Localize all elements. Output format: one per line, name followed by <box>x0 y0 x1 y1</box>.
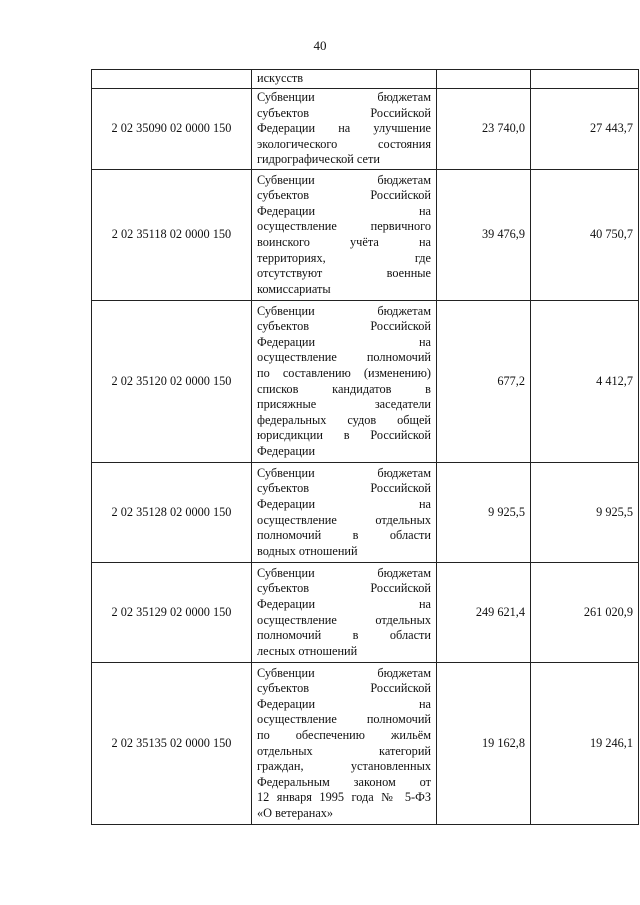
description-cell <box>252 170 437 301</box>
value-1-cell: 249 621,4 <box>437 563 531 663</box>
value-2-cell <box>531 70 639 89</box>
description-cell <box>252 301 437 463</box>
description-line: комиссариаты <box>257 281 331 296</box>
description-line: субъектов Российской <box>257 188 431 203</box>
budget-code-cell: 2 02 35120 02 0000 150 <box>92 301 252 463</box>
value-1-cell <box>437 70 531 89</box>
description-line: по обеспечению жильём <box>257 727 431 742</box>
value-2-cell: 261 020,9 <box>531 563 639 663</box>
value-1-cell: 19 162,8 <box>437 663 531 825</box>
table-row <box>92 463 639 563</box>
value-2-cell: 9 925,5 <box>531 463 639 563</box>
description-cell: искусств <box>252 70 437 89</box>
description-line: Федерации на <box>257 203 431 218</box>
table-body <box>92 89 639 825</box>
description-line: воинского учёта на <box>257 235 431 249</box>
description-line: субъектов Российской <box>257 105 431 120</box>
description-line: «О ветеранах» <box>257 805 334 820</box>
description-line: федеральных судов общей <box>257 412 431 427</box>
budget-code-cell: 2 02 35128 02 0000 150 <box>92 463 252 563</box>
description-line: субъектов Российской <box>257 319 431 334</box>
description-line: экологического состояния <box>257 136 431 151</box>
page-number: 40 <box>313 38 327 53</box>
description-line: Субвенции бюджетам <box>257 172 431 187</box>
table-row <box>92 663 639 825</box>
description-line: Субвенции бюджетам <box>257 565 431 580</box>
description-line: субъектов Российской <box>257 581 431 596</box>
description-line: осуществление отдельных <box>257 612 431 627</box>
description-line: 12 января 1995 года № 5-ФЗ <box>257 790 431 805</box>
table-row <box>92 89 639 170</box>
description-line: полномочий в области <box>257 628 431 643</box>
description-line: Федерации <box>257 443 316 458</box>
description-line: осуществление полномочий <box>257 712 431 727</box>
budget-code-cell: 2 02 35090 02 0000 150 <box>92 89 252 170</box>
description-line: присяжные заседатели <box>257 397 431 412</box>
value-2-cell: 4 412,7 <box>531 301 639 463</box>
description-line: Субвенции бюджетам <box>257 465 431 480</box>
description-line: Субвенции бюджетам <box>257 665 431 680</box>
description-line: списков кандидатов в <box>257 381 431 396</box>
description-line: осуществление отдельных <box>257 512 431 527</box>
description-line: территориях, где <box>257 250 431 265</box>
table-row <box>92 563 639 663</box>
value-2-cell: 40 750,7 <box>531 170 639 301</box>
description-cell <box>252 663 437 825</box>
value-1-cell: 23 740,0 <box>437 89 531 170</box>
description-line: юрисдикции в Российской <box>257 428 431 443</box>
value-2-cell: 19 246,1 <box>531 663 639 825</box>
budget-revenue-table <box>91 69 639 825</box>
description-line: Федеральным законом от <box>257 774 431 789</box>
description-line: отдельных категорий <box>257 743 431 758</box>
description-line: граждан, установленных <box>257 759 431 774</box>
description-line: гидрографической сети <box>257 152 380 167</box>
budget-code-cell: 2 02 35118 02 0000 150 <box>92 170 252 301</box>
budget-code-cell: 2 02 35135 02 0000 150 <box>92 663 252 825</box>
value-2-cell: 27 443,7 <box>531 89 639 170</box>
description-line: водных отношений <box>257 543 358 558</box>
description-cell <box>252 463 437 563</box>
description-line: лесных отношений <box>257 643 358 658</box>
description-line: Федерации на <box>257 696 431 711</box>
budget-code-cell: 2 02 35129 02 0000 150 <box>92 563 252 663</box>
description-line: Федерации на <box>257 334 431 349</box>
description-line: отсутствуют военные <box>257 266 431 281</box>
description-line: Субвенции бюджетам <box>257 90 431 105</box>
description-line: полномочий в области <box>257 528 431 543</box>
description-line: осуществление полномочий <box>257 350 431 365</box>
description-line: субъектов Российской <box>257 681 431 696</box>
description-cell <box>252 89 437 170</box>
value-1-cell: 677,2 <box>437 301 531 463</box>
value-1-cell: 39 476,9 <box>437 170 531 301</box>
table-row <box>92 301 639 463</box>
description-line: субъектов Российской <box>257 481 431 496</box>
description-line: Федерации на <box>257 496 431 511</box>
description-line: по составлению (изменению) <box>257 365 431 380</box>
description-line: Федерации на <box>257 596 431 611</box>
value-1-cell: 9 925,5 <box>437 463 531 563</box>
table-row <box>92 170 639 301</box>
description-line: Федерации на улучшение <box>257 121 431 136</box>
description-line: Субвенции бюджетам <box>257 303 431 318</box>
description-line: осуществление первичного <box>257 219 431 234</box>
budget-code-cell <box>92 70 252 89</box>
description-cell <box>252 563 437 663</box>
table-row <box>92 70 639 89</box>
